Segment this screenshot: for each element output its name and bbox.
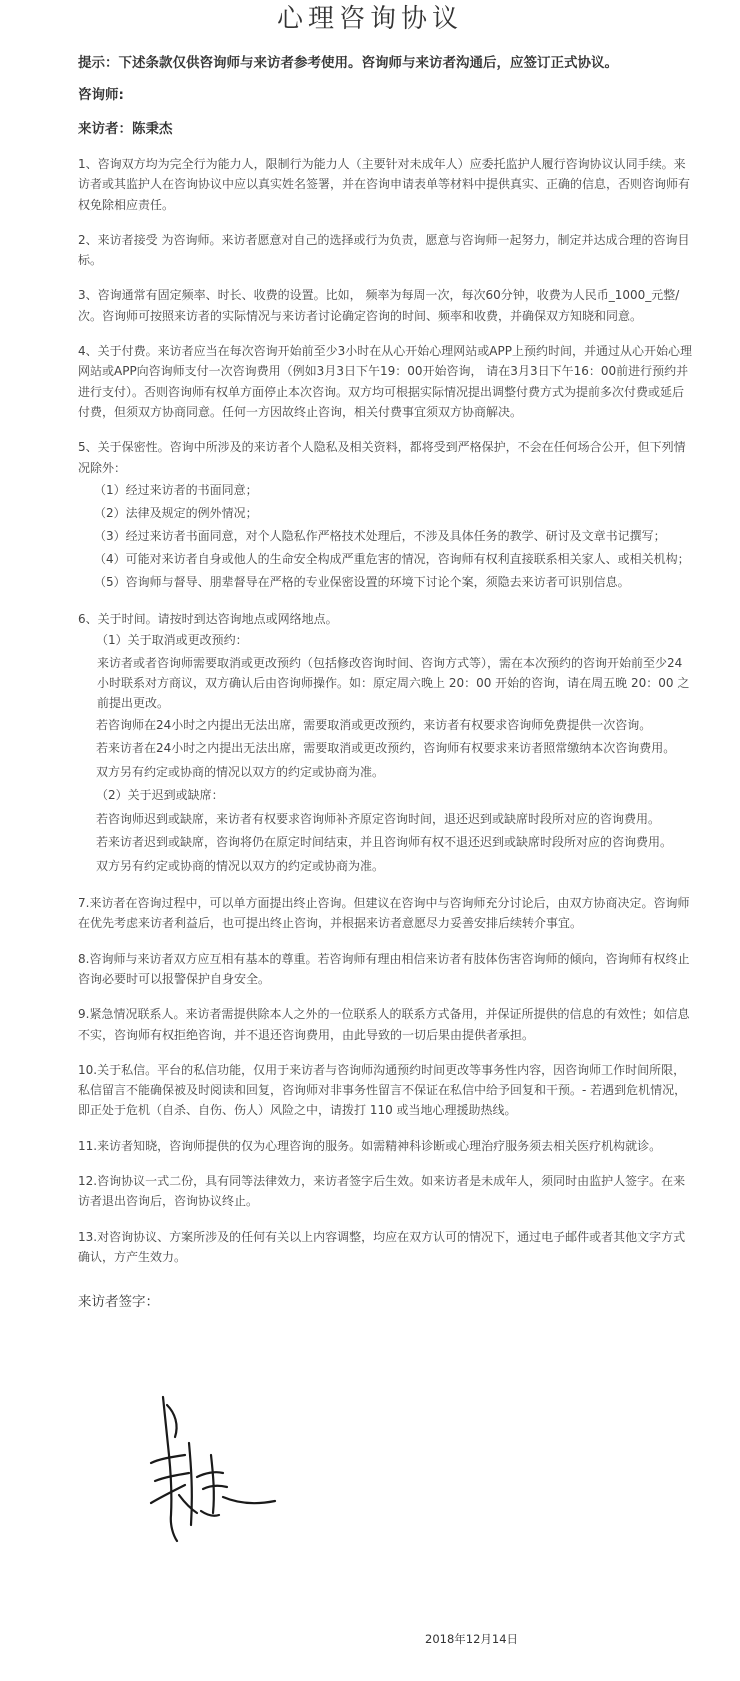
clause-6-1-b: 若来访者在24小时之内提出无法出席，需要取消或更改预约，咨询师有权要求来访者照常缴纳本次咨询费用。 bbox=[96, 741, 676, 756]
clause-5-item: （4）可能对来访者自身或他人的生命安全构成严重危害的情况，咨询师有权利直接联系相关家人、或相关机构； bbox=[94, 551, 690, 566]
tip-text: 提示：下述条款仅供咨询师与来访者参考使用。咨询师与来访者沟通后，应签订正式协议。 bbox=[78, 55, 618, 71]
clause-5-list bbox=[78, 479, 692, 594]
signature-date: 2018年12月14日 bbox=[425, 1632, 519, 1646]
clause-7: 7.来访者在咨询过程中，可以单方面提出终止咨询。但建议在咨询中与咨询师充分讨论后，由双方协商决定。咨询师在优先考虑来访者利益后，也可提出终止咨询，并根据来访者意愿尽力妥善安排后续转介事宜。 bbox=[78, 896, 690, 931]
clause-5-item: （3）经过来访者书面同意，对个人隐私作严格技术处理后，不涉及具体任务的教学、研讨及文章书记撰写； bbox=[94, 528, 666, 543]
clause-5-item: （1）经过来访者的书面同意； bbox=[94, 482, 258, 497]
clause-11: 11.来访者知晓，咨询师提供的仅为心理咨询的服务。如需精神科诊断或心理治疗服务须去相关医疗机构就诊。 bbox=[78, 1138, 662, 1153]
signature-label: 来访者签字： bbox=[78, 1294, 159, 1311]
clause-6: 6、关于时间。请按时到达咨询地点或网络地点。 bbox=[78, 611, 338, 626]
clause-2: 2、来访者接受 为咨询师。来访者愿意对自己的选择或行为负责，愿意与咨询师一起努力，制定并达成合理的咨询目标。 bbox=[78, 232, 690, 268]
counselor-label: 咨询师: bbox=[78, 87, 124, 103]
clause-4: 4、关于付费。来访者应当在每次咨询开始前至少3小时在从心开始心理网站或APP上预约时间，并通过从心开始心理网站或APP向咨询师支付一次咨询费用（例如3月3日下午19：00开始咨询， 请在3月3日下午16：00前进行预约并进行支付）。否则咨询师有权单方面停止本次咨询。双方均可根据实际情况提出调整付费方式为提前多次付费或延后付费，但须双方协商同意。任何一方因故终止咨询，相关付费事宜须双方协商解决。 bbox=[78, 344, 692, 419]
clause-12: 12.咨询协议一式二份，具有同等法律效力，来访者签字后生效。如来访者是未成年人，须同时由监护人签字。在来访者退出咨询后，咨询协议终止。 bbox=[78, 1174, 686, 1209]
clause-6-2-title: （2）关于迟到或缺席： bbox=[96, 788, 224, 803]
clause-3: 3、咨询通常有固定频率、时长、收费的设置。比如， 频率为每周一次，每次60分钟，收费为人民币_1000_元整/次。咨询师可按照来访者的实际情况与来访者讨论确定咨询的时间、频率和收费，并确保双方知晓和同意。 bbox=[78, 288, 680, 323]
clause-5: 5、关于保密性。咨询中所涉及的来访者个人隐私及相关资料，都将受到严格保护，不会在任何场合公开，但下列情况除外： bbox=[78, 440, 686, 475]
clause-5-item: （2）法律及规定的例外情况； bbox=[94, 505, 258, 520]
clause-5-item: （5）咨询师与督导、朋辈督导在严格的专业保密设置的环境下讨论个案，须隐去来访者可识别信息。 bbox=[94, 574, 630, 589]
clause-6-1-c: 双方另有约定或协商的情况以双方的约定或协商为准。 bbox=[96, 764, 385, 779]
clause-1: 1、咨询双方均为完全行为能力人，限制行为能力人（主要针对未成年人）应委托监护人履行咨询协议认同手续。来访者或其监护人在咨询协议中应以真实姓名签署，并在咨询申请表单等材料中提供真实、正确的信息，否则咨询师有权免除相应责任。 bbox=[78, 157, 691, 212]
clause-9: 9.紧急情况联系人。来访者需提供除本人之外的一位联系人的联系方式备用，并保证所提供的信息的有效性；如信息不实，咨询师有权拒绝咨询，并不退还咨询费用，由此导致的一切后果由提供者承担。 bbox=[78, 1007, 690, 1042]
clause-6-2-a: 若咨询师迟到或缺席，来访者有权要求咨询师补齐原定咨询时间，退还迟到或缺席时段所对应的咨询费用。 bbox=[96, 811, 661, 826]
page-title: 心理咨询协议 bbox=[276, 4, 463, 34]
clause-8: 8.咨询师与来访者双方应互相有基本的尊重。若咨询师有理由相信来访者有肢体伤害咨询师的倾向，咨询师有权终止咨询必要时可以报警保护自身安全。 bbox=[78, 951, 690, 986]
clause-10: 10.关于私信。平台的私信功能，仅用于来访者与咨询师沟通预约时间更改等事务性内容，因咨询师工作时间所限，私信留言不能确保被及时阅读和回复，咨询师对非事务性留言不保证在私信中给予回复和干预。- 若遇到危机情况，即正处于危机（自杀、自伤、伤人）风险之中，请拨打 110 或当地心理援助热线。 bbox=[78, 1062, 687, 1118]
clause-13: 13.对咨询协议、方案所涉及的任何有关以上内容调整，均应在双方认可的情况下，通过电子邮件或者其他文字方式确认，方产生效力。 bbox=[78, 1229, 686, 1264]
clause-6-1-body: 来访者或者咨询师需要取消或更改预约（包括修改咨询时间、咨询方式等），需在本次预约的咨询开始前至少24小时联系对方商议，双方确认后由咨询师操作。如：原定周六晚上 20：00 开始的咨询，请在周五晚 20：00 之前提出更改。 bbox=[97, 655, 690, 711]
clause-6-2-c: 双方另有约定或协商的情况以双方的约定或协商为准。 bbox=[96, 858, 385, 873]
clause-6-1-title: （1）关于取消或更改预约： bbox=[96, 633, 248, 648]
visitor-label: 来访者：陈秉杰 bbox=[78, 121, 173, 137]
clause-6-1-a: 若咨询师在24小时之内提出无法出席，需要取消或更改预约，来访者有权要求咨询师免费提供一次咨询。 bbox=[96, 717, 652, 732]
clause-6-2-b: 若来访者迟到或缺席，咨询将仍在原定时间结束，并且咨询师有权不退还迟到或缺席时段所对应的咨询费用。 bbox=[96, 835, 673, 850]
handwritten-signature bbox=[145, 1385, 285, 1545]
